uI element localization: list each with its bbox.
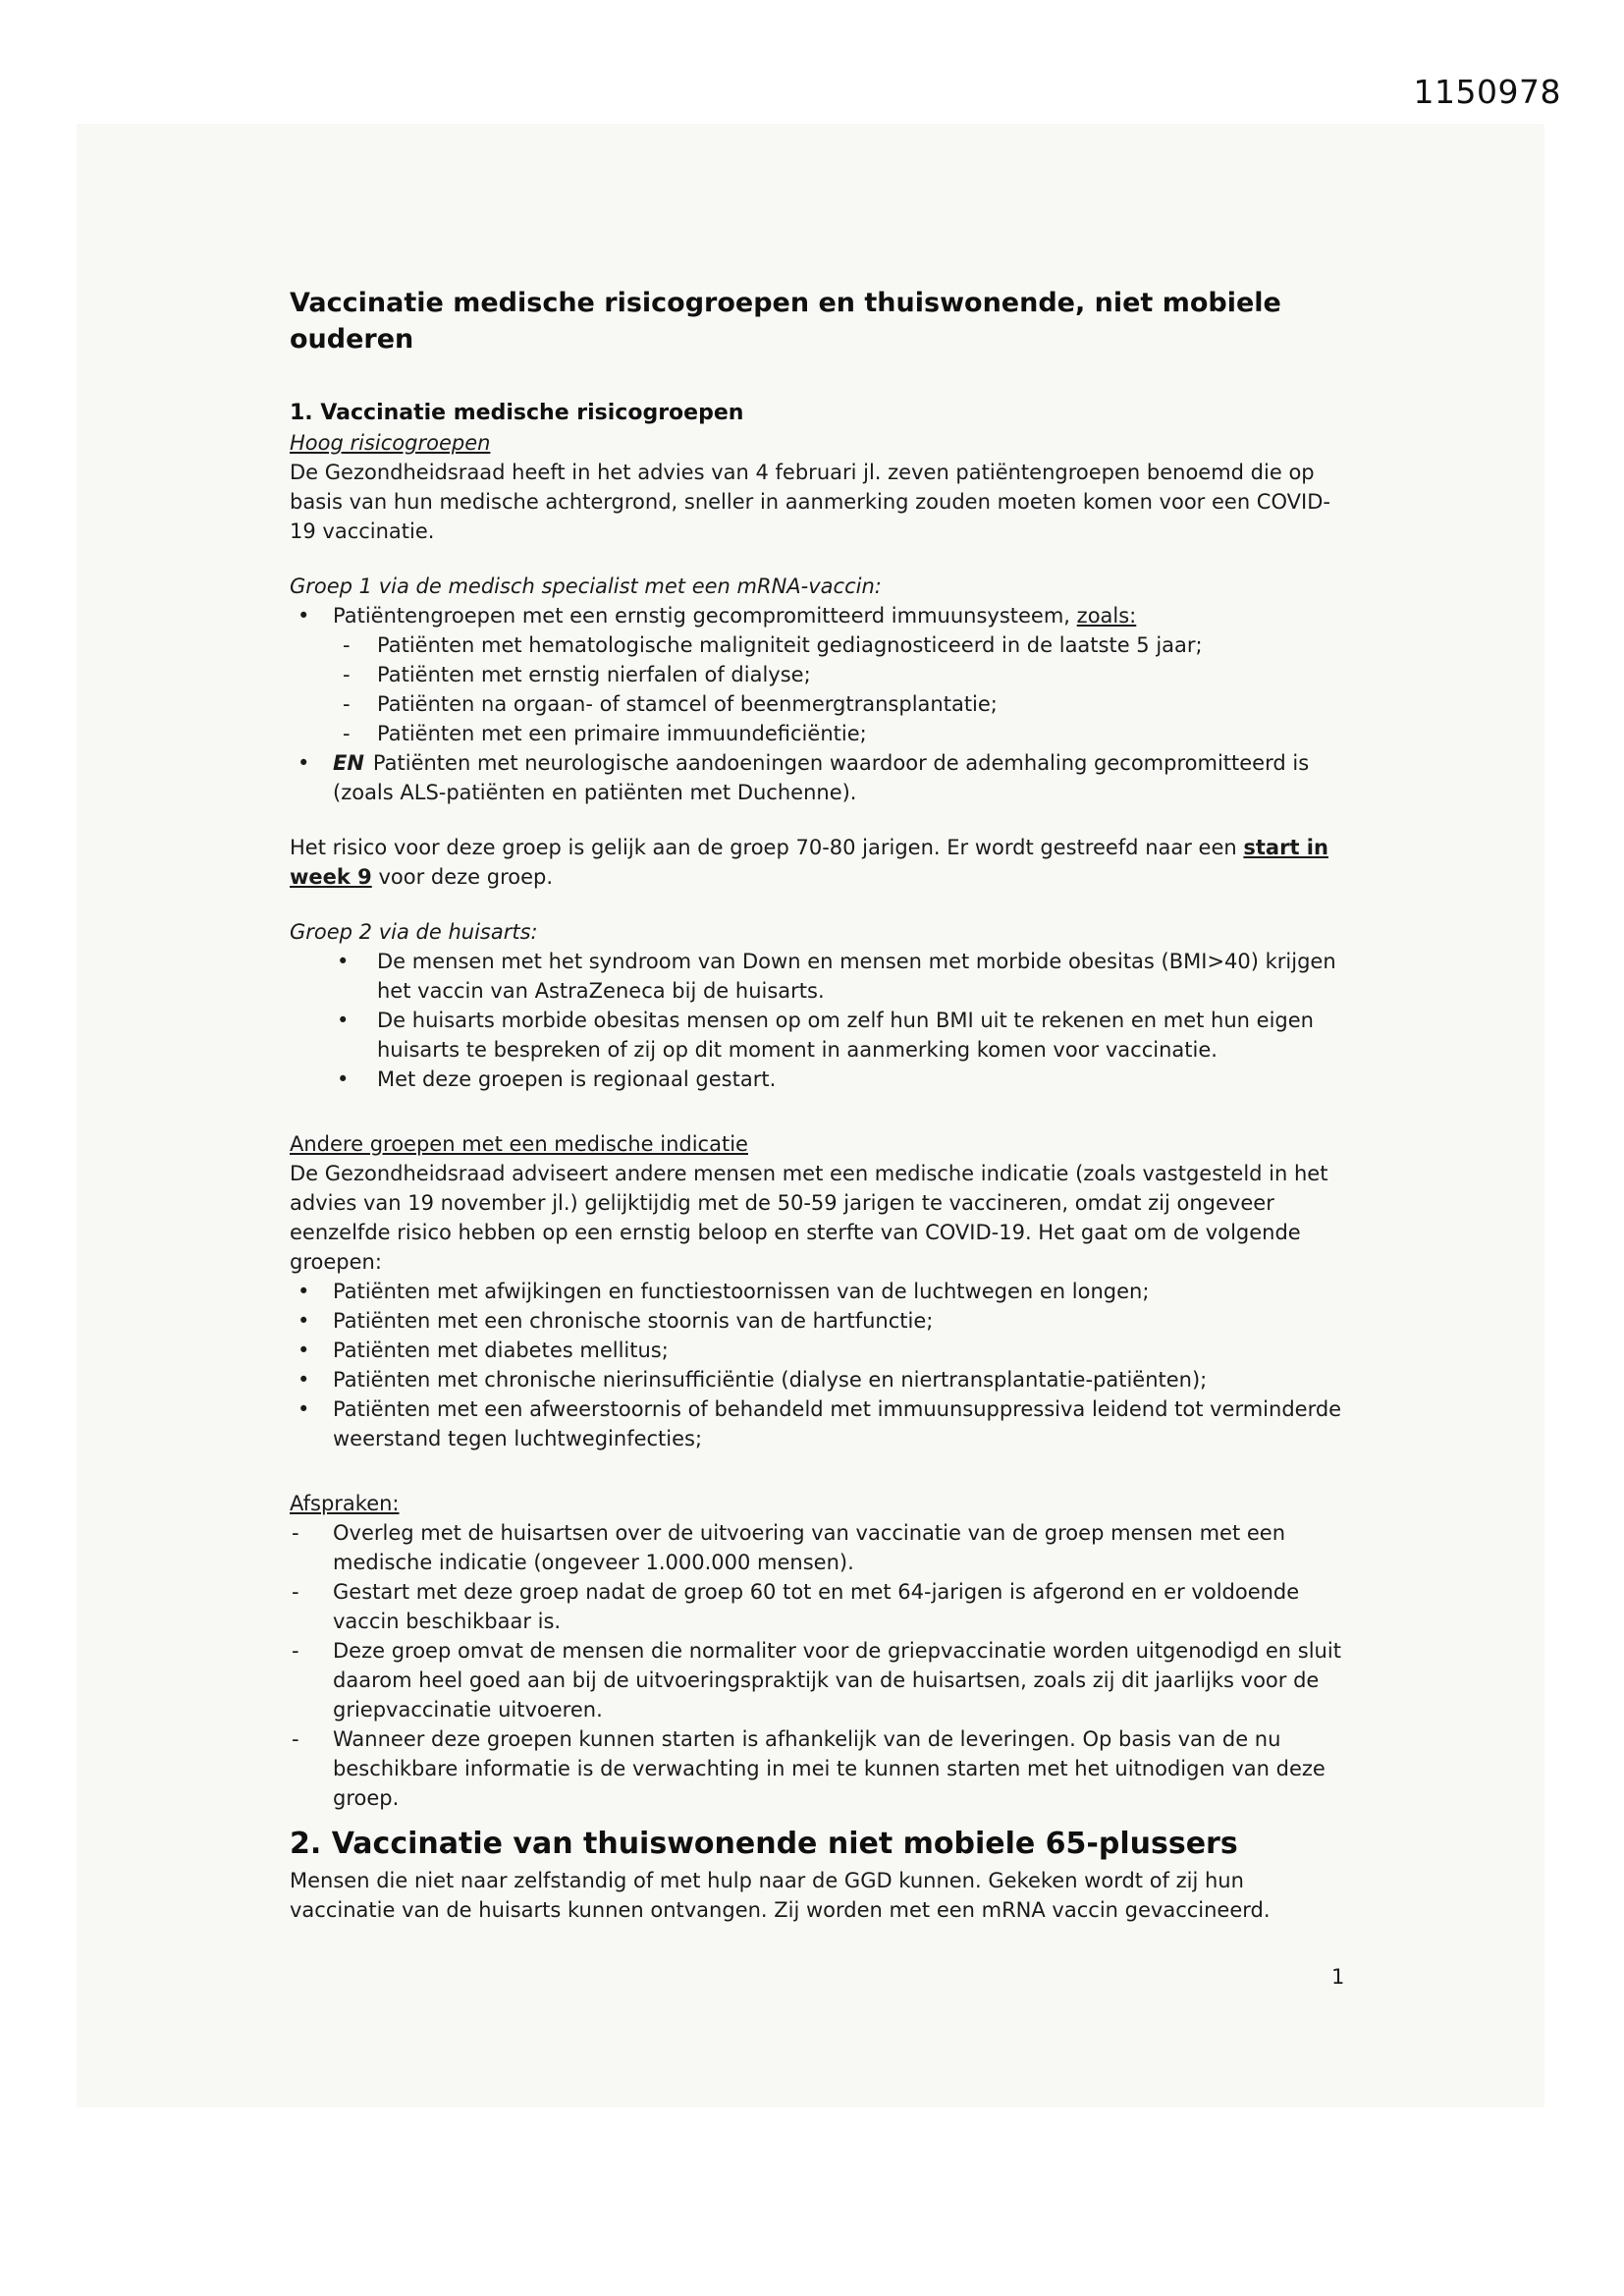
risico-emphasis: start in week 9 (290, 836, 1328, 889)
document-title: Vaccinatie medische risicogroepen en thuiswonende, niet mobiele ouderen (290, 288, 1281, 355)
andere-groepen-intro-paragraph: De Gezondheidsraad adviseert andere mensen met een medische indicatie (zoals vastgesteld in het advies van 19 november jl.) gelijktijdig met de 50-59 jarigen te vaccineren, omdat zij ongeveer eenzelfde risico hebben op een ernstig beloop en sterfte van COVID-19. Het gaat om de volgende groepen: (290, 1162, 1328, 1274)
dash-marker (343, 630, 351, 660)
andere-groepen-item (290, 1394, 1342, 1453)
afspraken-heading: Afspraken: (290, 1492, 400, 1515)
section-2-heading: 2. Vaccinatie van thuiswonende niet mobiele 65-plussers (290, 1827, 1238, 1861)
andere-item-text: Patiënten met een afweerstoornis of behandeld met immuunsuppressiva leidend tot verminderde weerstand tegen luchtweginfecties; (333, 1397, 1342, 1450)
document-content (290, 285, 1342, 1925)
andere-groepen-heading: Andere groepen met een medische indicatie (290, 1132, 748, 1156)
groep-1-sub-item (290, 660, 1342, 689)
andere-item-text: Patiënten met chronische nierinsufficiëntie (dialyse en niertransplantatie-patiënten); (333, 1368, 1208, 1392)
bullet-marker (298, 1277, 309, 1306)
afspraken-item-text: Deze groep omvat de mensen die normaliter voor de griepvaccinatie worden uitgenodigd en sluit daarom heel goed aan bij de uitvoeringspraktijk van de huisartsen, zoals zij dit jaarlijks voor de griepvaccinatie uitvoeren. (333, 1639, 1341, 1722)
groep-1-sub-item (290, 689, 1342, 719)
andere-item-text: Patiënten met diabetes mellitus; (333, 1339, 669, 1362)
groep-2-item (290, 947, 1342, 1006)
risico-text-before: Het risico voor deze groep is gelijk aan de groep 70-80 jarigen. Er wordt gestreefd naar een (290, 836, 1244, 859)
afspraken-item-text: Gestart met deze groep nadat de groep 60 tot en met 64-jarigen is afgerond en er voldoende vaccin beschikbaar is. (333, 1580, 1300, 1633)
bullet-marker (337, 947, 349, 976)
dash-marker (292, 1518, 299, 1548)
andere-groepen-item (290, 1277, 1342, 1306)
bullet-marker (337, 1065, 349, 1094)
andere-groepen-item (290, 1336, 1342, 1365)
dash-marker (292, 1636, 299, 1666)
en-bullet-text: Patiënten met neurologische aandoeningen waardoor de ademhaling gecompromitteerd is (zoals ALS-patiënten en patiënten met Duchenne). (333, 751, 1310, 804)
bullet-marker (337, 1006, 349, 1035)
afspraken-item (290, 1636, 1342, 1724)
en-prefix: EN (333, 751, 364, 775)
dash-marker (292, 1724, 299, 1754)
groep-1-bullet-zoals: zoals: (1076, 604, 1137, 628)
groep-2-item (290, 1006, 1342, 1065)
groep-2-item (290, 1065, 1342, 1094)
groep-1-sub-item (290, 719, 1342, 748)
afspraken-item (290, 1724, 1342, 1813)
afspraken-item (290, 1518, 1342, 1577)
andere-groepen-item (290, 1306, 1342, 1336)
groep-1-bullet-text: Patiëntengroepen met een ernstig gecompromitteerd immuunsysteem, (333, 604, 1077, 628)
afspraken-item (290, 1577, 1342, 1636)
groep-1-bullet-immuunsysteem (290, 601, 1342, 630)
bullet-marker (298, 601, 309, 630)
groep-1-sub-item (290, 630, 1342, 660)
groep-2-item-text: De huisarts morbide obesitas mensen op om zelf hun BMI uit te rekenen en met hun eigen huisarts te bespreken of zij op dit moment in aanmerking komen voor vaccinatie. (377, 1009, 1314, 1062)
bullet-marker (298, 1365, 309, 1394)
risico-text-after: voor deze groep. (371, 865, 554, 889)
groep-2-item-text: Met deze groepen is regionaal gestart. (377, 1067, 777, 1091)
sub-item-text: Patiënten met hematologische maligniteit gediagnosticeerd in de laatste 5 jaar; (377, 633, 1203, 657)
groep-2-heading: Groep 2 via de huisarts: (290, 920, 538, 944)
bullet-marker (298, 1394, 309, 1424)
afspraken-item-text: Wanneer deze groepen kunnen starten is afhankelijk van de leveringen. Op basis van de nu beschikbare informatie is de verwachting in mei te kunnen starten met het uitnodigen van deze groep. (333, 1727, 1326, 1810)
bullet-marker (298, 1336, 309, 1365)
bullet-marker (298, 1306, 309, 1336)
andere-item-text: Patiënten met afwijkingen en functiestoornissen van de luchtwegen en longen; (333, 1280, 1150, 1303)
section-1-intro-paragraph: De Gezondheidsraad heeft in het advies van 4 februari jl. zeven patiëntengroepen benoemd die op basis van hun medische achtergrond, sneller in aanmerking zouden moeten komen voor een COVID-19 vaccinatie. (290, 461, 1330, 543)
groep-1-heading: Groep 1 via de medisch specialist met een mRNA-vaccin: (290, 574, 882, 598)
afspraken-item-text: Overleg met de huisartsen over de uitvoering van vaccinatie van de groep mensen met een medische indicatie (ongeveer 1.000.000 mensen). (333, 1521, 1286, 1574)
section-2-paragraph: Mensen die niet naar zelfstandig of met hulp naar de GGD kunnen. Gekeken wordt of zij hun vaccinatie van de huisarts kunnen ontvangen. Zij worden met een mRNA vaccin gevaccineerd. (290, 1869, 1271, 1922)
dash-marker (343, 660, 351, 689)
groep-2-item-text: De mensen met het syndroom van Down en mensen met morbide obesitas (BMI>40) krijgen het vaccin van AstraZeneca bij de huisarts. (377, 950, 1336, 1003)
bullet-marker (298, 748, 309, 778)
sub-item-text: Patiënten na orgaan- of stamcel of beenmergtransplantatie; (377, 692, 998, 716)
sub-item-text: Patiënten met ernstig nierfalen of dialyse; (377, 663, 811, 686)
groep-1-en-bullet (290, 748, 1342, 807)
sub-item-text: Patiënten met een primaire immuundeficiëntie; (377, 722, 867, 745)
dash-marker (343, 689, 351, 719)
andere-groepen-item (290, 1365, 1342, 1394)
risico-paragraph (290, 833, 1342, 892)
hoog-risicogroepen-subheading: Hoog risicogroepen (290, 431, 491, 455)
page-number: 1 (1331, 1965, 1345, 1989)
dash-marker (343, 719, 351, 748)
dash-marker (292, 1577, 299, 1607)
document-number: 1150978 (1413, 73, 1561, 111)
andere-item-text: Patiënten met een chronische stoornis van de hartfunctie; (333, 1309, 934, 1333)
section-1-heading: 1. Vaccinatie medische risicogroepen (290, 401, 744, 425)
